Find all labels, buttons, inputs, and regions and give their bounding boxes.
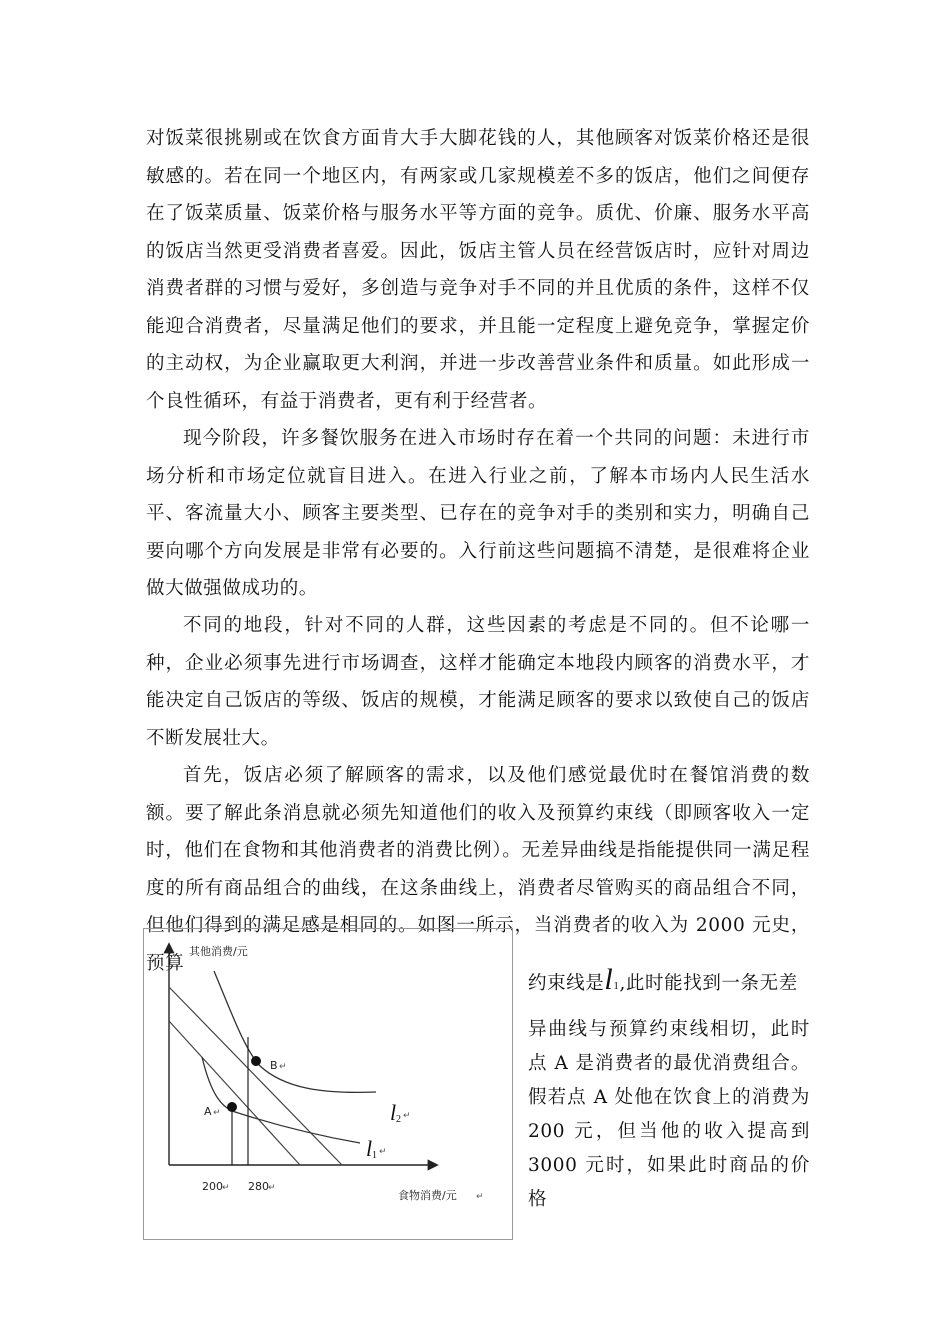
curve-l2-label: l xyxy=(390,1100,397,1125)
side-text-first-line xyxy=(528,963,810,1003)
paragraph-4: 首先，饭店必须了解顾客的需求，以及他们感觉最优时在餐馆消费的数额。要了解此条消息就必须先知道他们的收入及预算约束线（即顾客收入一定时，他们在食物和其他消费者的消费比例）。无差异曲线是指能提供同一满足程度的所有商品组合的曲线，在这条曲线上，消费者尽管购买的商品组合不同，但他们得到的满足感是相同的。如图一所示，当消费者的收入为 2000 元史，预算 xyxy=(146,765,810,974)
curve-l1-return-mark: ↵ xyxy=(379,1147,387,1157)
x-axis-label-return-mark: ↵ xyxy=(476,1192,484,1202)
budget-line-subscript: 1 xyxy=(613,980,620,992)
paragraph-1: 对饭菜很挑剔或在饮食方面肯大手大脚花钱的人，其他顾客对饭菜价格还是很敏感的。若在同一个地区内，有两家或几家规模差不多的饭店，他们之间便存在了饭菜质量、饭菜价格与服务水平等方面的竞争。质优、价廉、服务水平高的饭店当然更受消费者喜爱。因此，饭店主管人员在经营饭店时，应针对周边消费者群的习惯与爱好，多创造与竞争对手不同的并且优质的条件，这样不仅能迎合消费者，尽量满足他们的要求，并且能一定程度上避免竞争，掌握定价的主动权，为企业赢取更大利润，并进一步改善营业条件和质量。如此形成一个良性循环，有益于消费者，更有利于经营者。 xyxy=(146,128,810,412)
side-before-symbol: 约束线是 xyxy=(528,973,605,994)
budget-line-1 xyxy=(169,1021,300,1165)
indifference-curve-2 xyxy=(214,971,376,1092)
point-a-return-mark: ↵ xyxy=(213,1108,221,1118)
x-tick-200-return-mark: ↵ xyxy=(222,1183,230,1193)
budget-line-symbol: l xyxy=(604,963,614,996)
paragraph-3: 不同的地段，针对不同的人群，这些因素的考虑是不同的。但不论哪一种，企业必须事先进行市场调查，这样才能确定本地段内顾客的消费水平，才能决定自己饭店的等级、饭店的规模，才能满足顾客的要求以致使自己的饭店不断发展壮大。 xyxy=(146,615,810,749)
budget-line-2 xyxy=(169,987,342,1165)
x-tick-280: 280 xyxy=(248,1180,269,1193)
point-b-label: B xyxy=(270,1059,278,1072)
point-b-return-mark: ↵ xyxy=(279,1062,287,1072)
curve-l2-return-mark: ↵ xyxy=(403,1111,411,1121)
x-axis-label: 食物消费/元 xyxy=(398,1189,457,1202)
indifference-curve-figure xyxy=(143,928,513,1240)
x-tick-280-return-mark: ↵ xyxy=(268,1183,276,1193)
curve-l1-label: l xyxy=(366,1136,373,1161)
point-a-label: A xyxy=(204,1105,212,1118)
side-text-rest: 异曲线与预算约束线相切，此时点 A 是消费者的最优消费组合。假若点 A 处他在饮食上的消费为 200 元，但当他的收入提高到 3000 元时，如果此时商品的价格 xyxy=(528,1019,810,1210)
curve-l2-subscript: 2 xyxy=(396,1114,401,1125)
point-a-dot xyxy=(227,1102,237,1112)
indifference-curve-svg xyxy=(144,929,514,1241)
side-after-symbol: ,此时能找到一条无差 xyxy=(619,973,798,994)
point-b-dot xyxy=(251,1056,261,1066)
x-tick-200: 200 xyxy=(202,1180,223,1193)
paragraph-2: 现今阶段，许多餐饮服务在进入市场时存在着一个共同的问题：未进行市场分析和市场定位就盲目进入。在进入行业之前，了解本市场内人民生活水平、客流量大小、顾客主要类型、已存在的竞争对手的类别和实力，明确自己要向哪个方向发展是非常有必要的。入行前这些问题搞不清楚，是很难将企业做大做强做成功的。 xyxy=(146,428,810,599)
y-axis-label: 其他消费/元 xyxy=(189,945,248,958)
curve-l1-subscript: 1 xyxy=(372,1150,377,1161)
